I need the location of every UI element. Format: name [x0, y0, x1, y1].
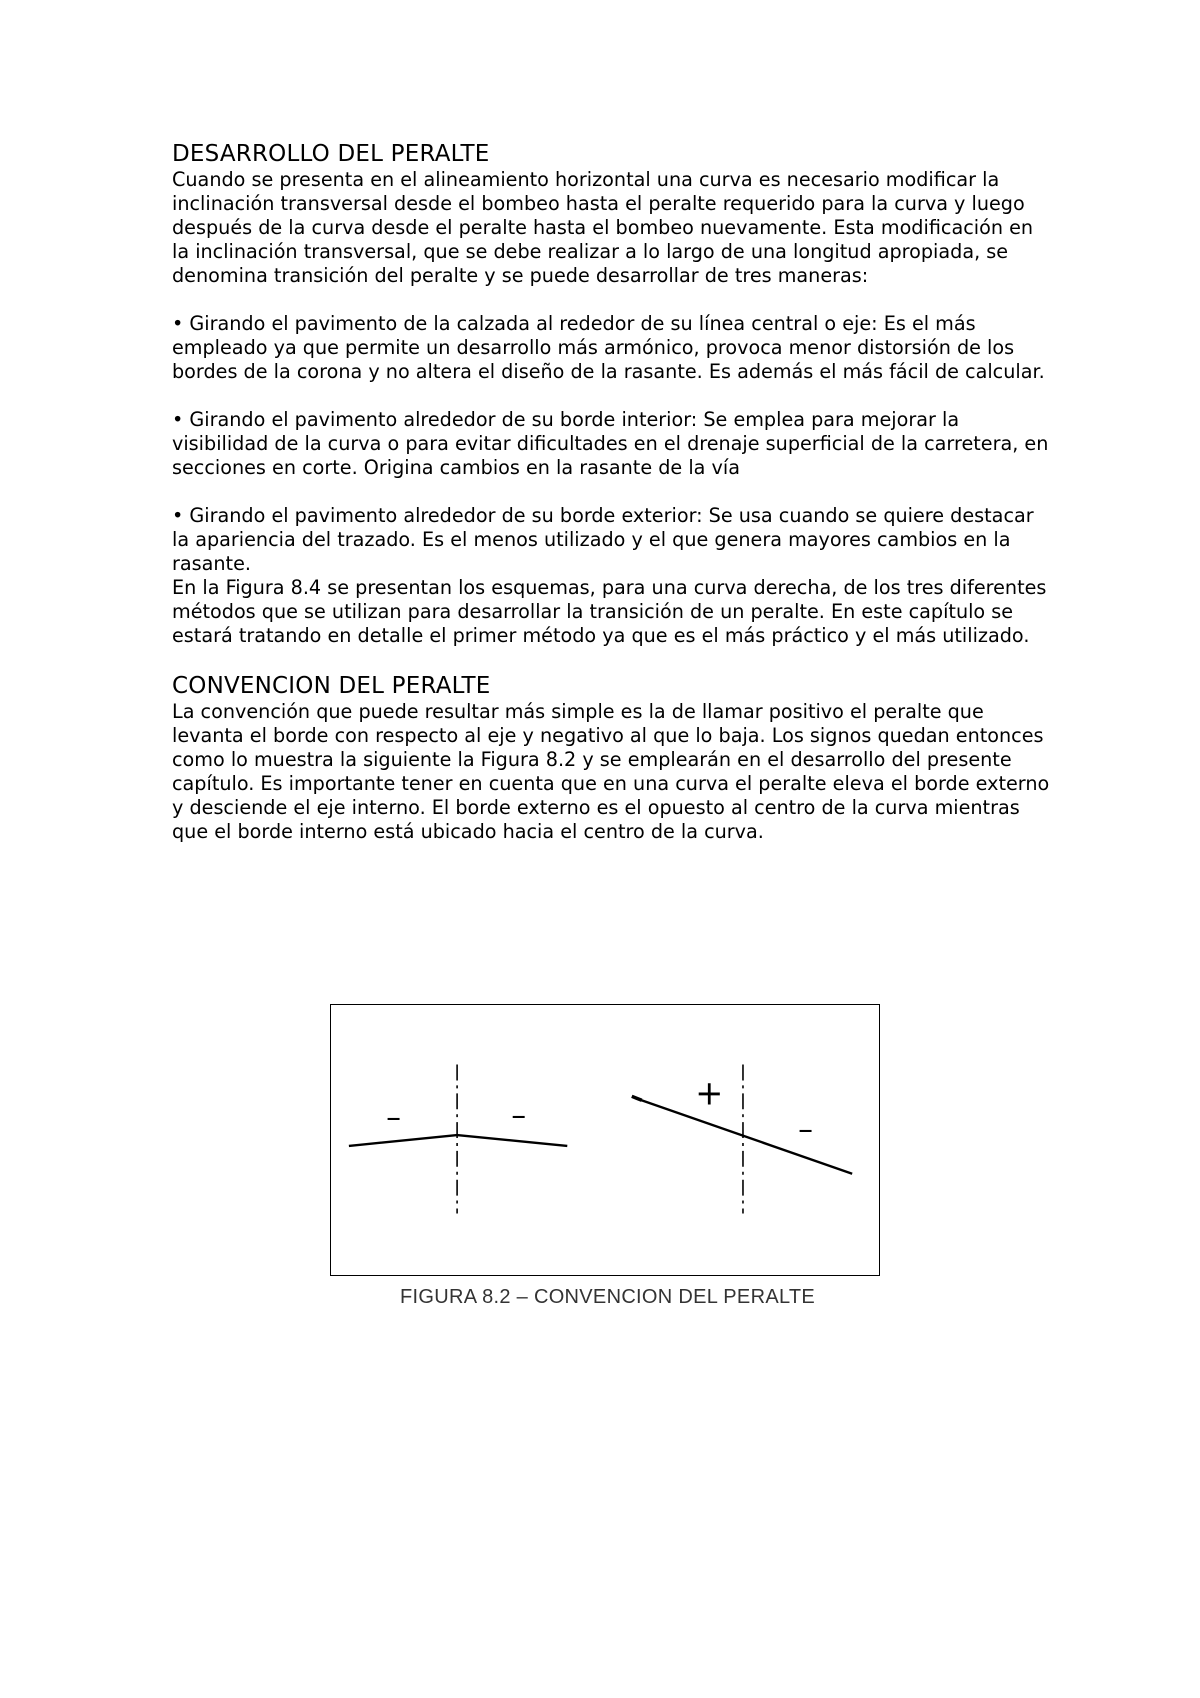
sign-left-minus-2: – [511, 1098, 527, 1134]
bullet-item-borde-exterior: • Girando el pavimento alrededor de su borde exterior: Se usa cuando se quiere destacar la apariencia del trazado. Es el menos utilizado y el que genera mayores cambios en la rasante. [172, 504, 1034, 575]
section-title-desarrollo: DESARROLLO DEL PERALTE [172, 141, 490, 167]
paragraph-convencion: La convención que puede resultar más simple es la de llamar positivo el peralte que levanta el borde con respecto al eje y negativo al que lo baja. Los signos quedan entonces como lo muestra la siguiente la Figura 8.2 y se emplearán en el desarrollo del presente capítulo. Es importante tener en cuenta que en una curva el peralte eleva el borde externo y desciende el eje interno. El borde externo es el opuesto al centro de la curva mientras que el borde interno está ubicado hacia el centro de la curva. [172, 700, 1050, 843]
section-title-convencion: CONVENCION DEL PERALTE [172, 673, 491, 699]
document-page [172, 140, 1052, 844]
sign-right-minus: – [798, 1112, 813, 1148]
superelevation-tick [632, 1096, 642, 1100]
paragraph-intro: Cuando se presenta en el alineamiento horizontal una curva es necesario modificar la inclinación transversal desde el bombeo hasta el peralte requerido para la curva y luego después de la curva desde el peralte hasta el bombeo nuevamente. Esta modificación en la inclinación transversal, que se debe realizar a lo largo de una longitud apropiada, se denomina transición del peralte y se puede desarrollar de tres maneras: [172, 168, 1034, 287]
peralte-section [632, 1065, 852, 1214]
paragraph-closing: En la Figura 8.4 se presentan los esquemas, para una curva derecha, de los tres diferentes métodos que se utilizan para desarrollar la transición de un peralte. En este capítulo se estará tratando en detalle el primer método ya que es el más práctico y el más utilizado. [172, 576, 1047, 647]
bombeo-section [349, 1065, 567, 1214]
peralte-diagram-svg [331, 1005, 879, 1275]
figure-peralte-diagram [330, 1004, 880, 1276]
crown-line [349, 1135, 567, 1146]
bullet-item-eje: • Girando el pavimento de la calzada al rededor de su línea central o eje: Es el más empleado ya que permite un desarrollo más armónico, provoca menor distorsión de los bordes de la corona y no altera el diseño de la rasante. Es además el más fácil de calcular. [172, 312, 1045, 383]
superelevation-line [636, 1098, 852, 1173]
bullet-item-borde-interior: • Girando el pavimento alrededor de su borde interior: Se emplea para mejorar la visibilidad de la curva o para evitar dificultades en el drenaje superficial de la carretera, en secciones en corte. Origina cambios en la rasante de la vía [172, 408, 1049, 479]
sign-right-plus: + [695, 1073, 724, 1113]
sign-left-minus-1: – [386, 1100, 402, 1136]
figure-caption: FIGURA 8.2 – CONVENCION DEL PERALTE [400, 1286, 816, 1308]
